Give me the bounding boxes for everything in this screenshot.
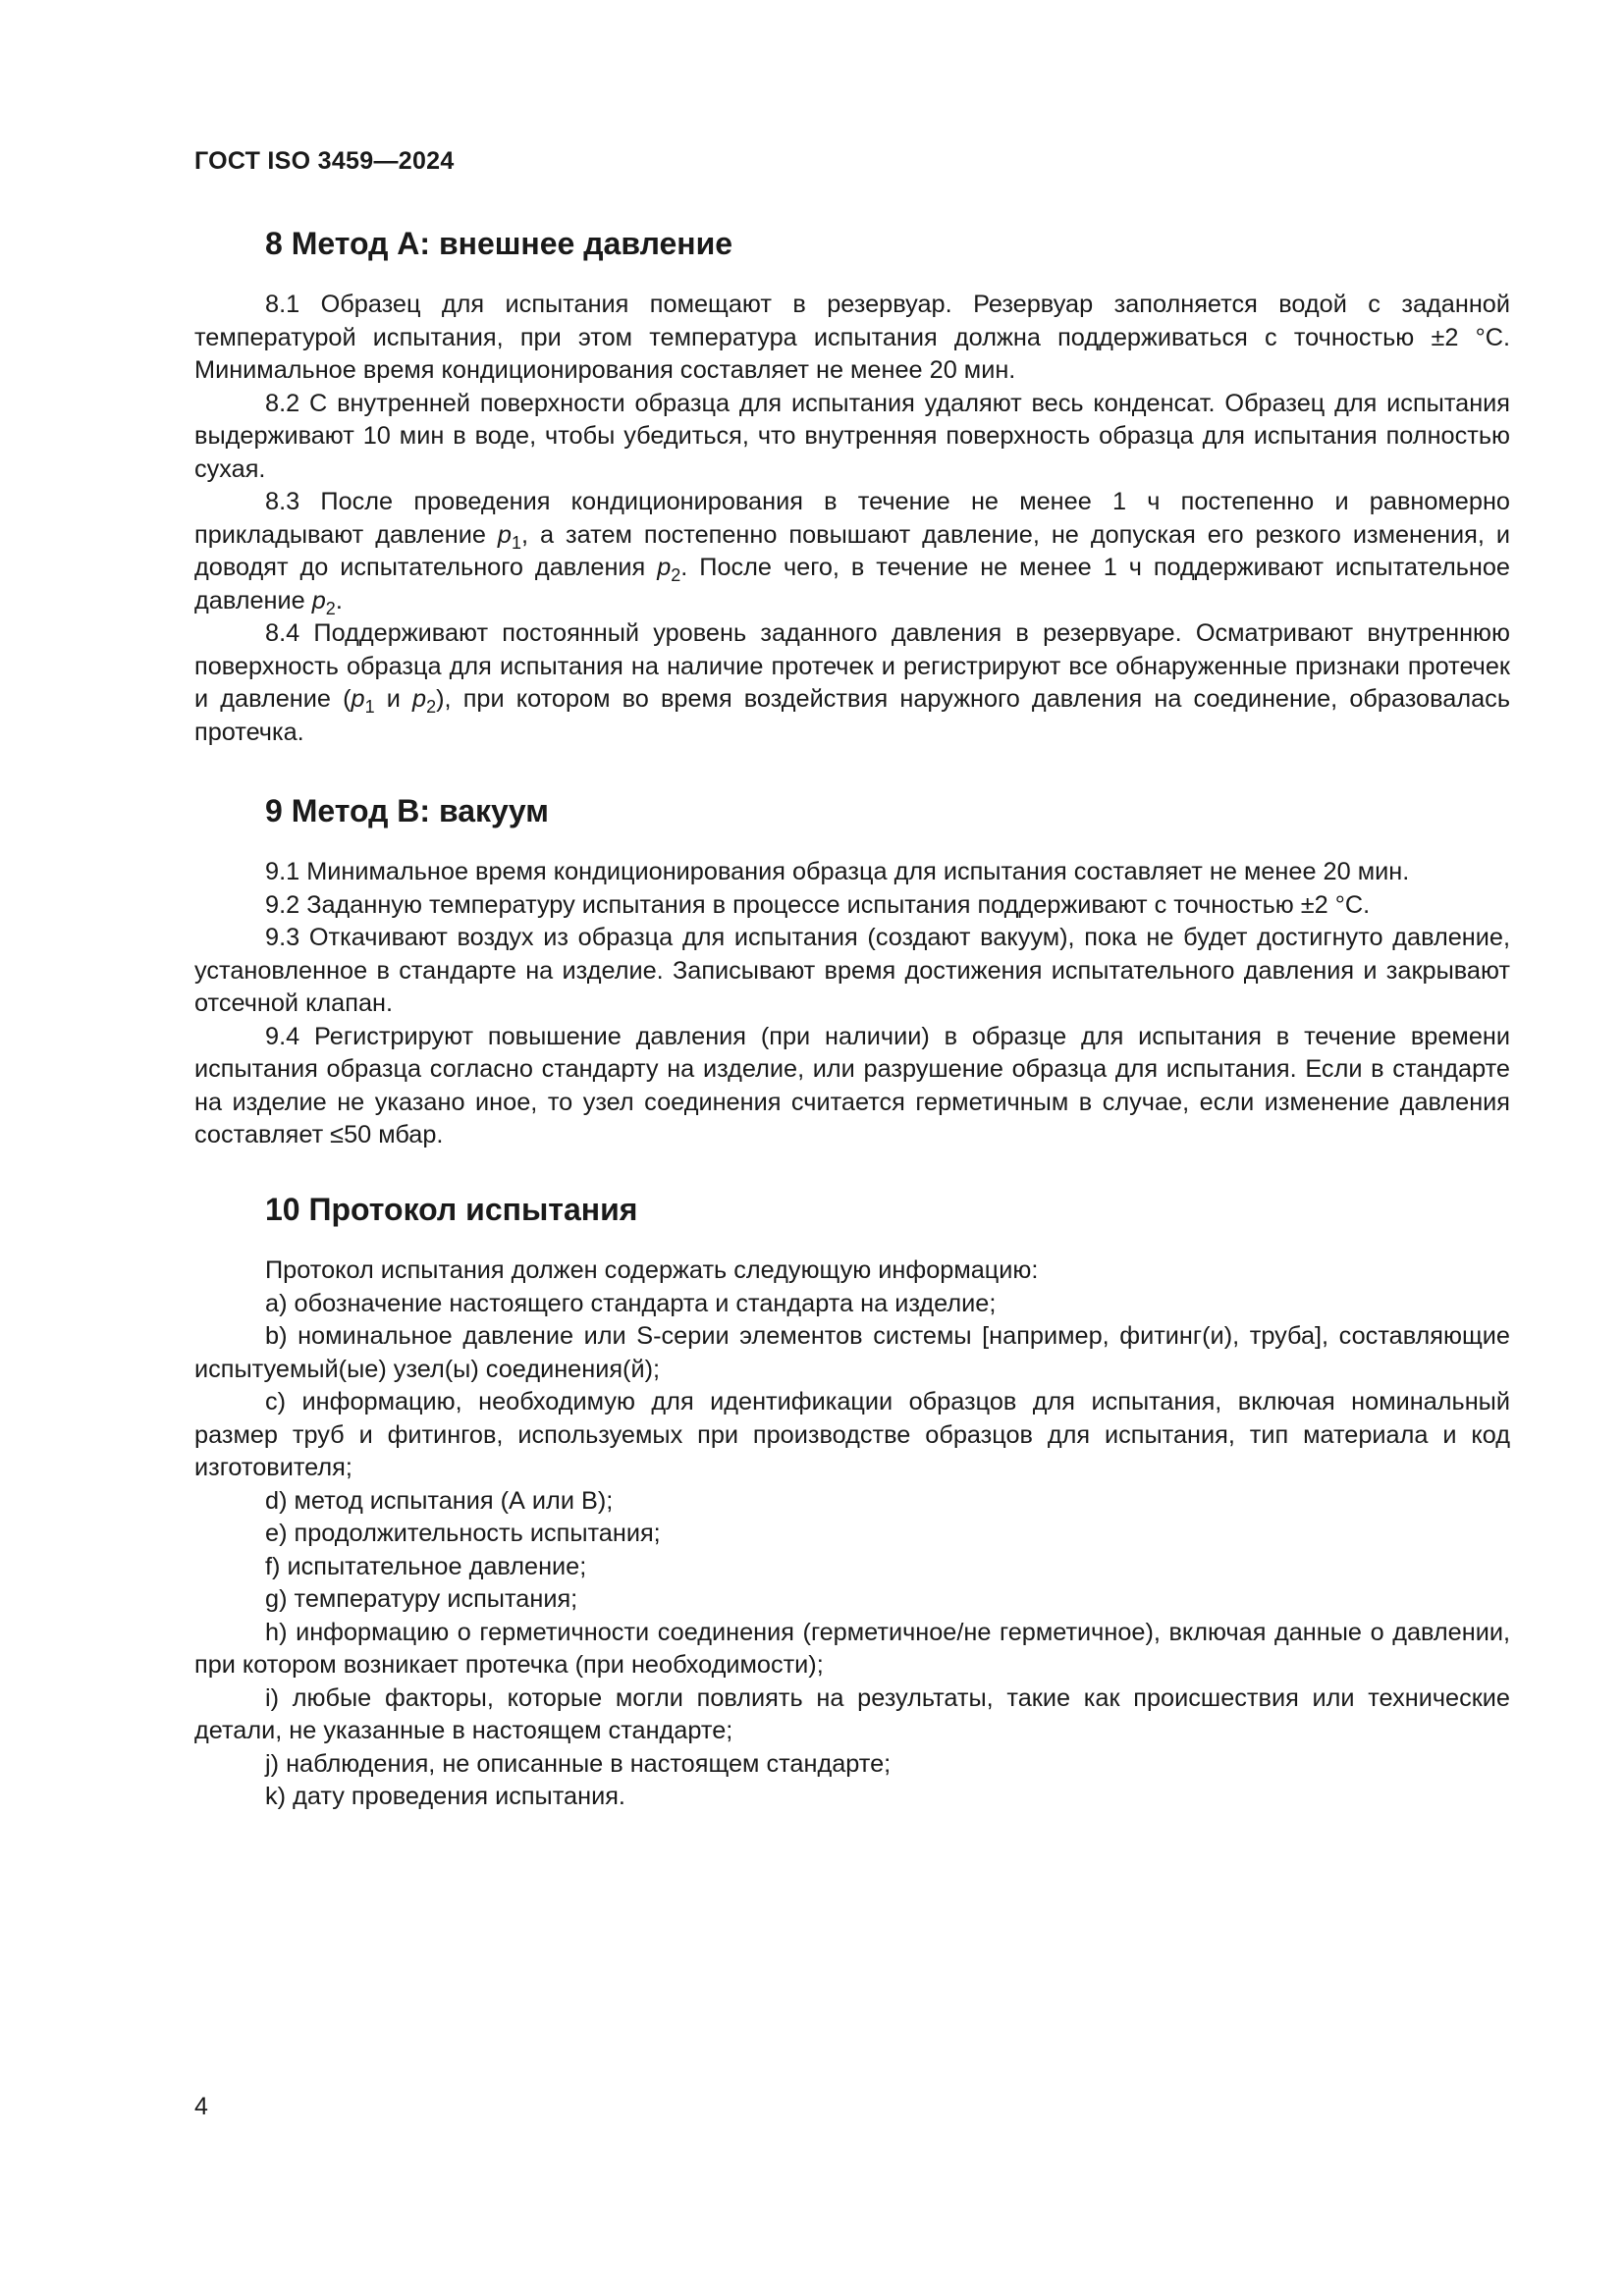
list-item: b) номинальное давление или S-серии элементов системы [например, фитинг(и), труба], составляющие испытуемый(ые) узел(ы) соединения(й); — [194, 1322, 1510, 1383]
paragraph-8-1: 8.1 Образец для испытания помещают в резервуар. Резервуар заполняется водой с заданной температурой испытания, при этом температура испытания должна поддерживаться с точностью ±2 °С. Минимальное время кондиционирования составляет не менее 20 мин. — [194, 291, 1510, 384]
list-item: i) любые факторы, которые могли повлиять на результаты, такие как происшествия или технические детали, не указанные в настоящем стандарте; — [194, 1683, 1510, 1744]
list-item: a) обозначение настоящего стандарта и стандарта на изделие; — [265, 1289, 997, 1317]
list-item: k) дату проведения испытания. — [265, 1783, 625, 1810]
standard-header: ГОСТ ISO 3459—2024 — [194, 147, 455, 175]
list-item: e) продолжительность испытания; — [265, 1520, 661, 1547]
list-item: f) испытательное давление; — [265, 1552, 587, 1580]
paragraph-9-3: 9.3 Откачивают воздух из образца для испытания (создают вакуум), пока не будет достигнуто давление, установленное в стандарте на изделие. Записывают время достижения испытательного давления и закрывают отсечной клапан. — [194, 924, 1510, 1017]
paragraph-9-4: 9.4 Регистрируют повышение давления (при наличии) в образце для испытания в течение времени испытания образца согласно стандарту на изделие, или разрушение образца для испытания. Если в стандарте на изделие не указано иное, то узел соединения считается герметичным в случае, если изменение давления составляет ≤50 мбар. — [194, 1022, 1510, 1148]
paragraph-8-4: 8.4 Поддерживают постоянный уровень заданного давления в резервуаре. Осматривают внутреннюю поверхность образца для испытания на наличие протечек и регистрируют все обнаруженные признаки протечек и давление ($p_1$ и $p_2$), при котором во время воздействия наружного давления на соединение, образовалась протечка. — [194, 619, 1511, 746]
paragraph-9-2: 9.2 Заданную температуру испытания в процессе испытания поддерживают с точностью ±2 °С. — [265, 890, 1371, 919]
page-number: 4 — [194, 2093, 208, 2120]
section-9-title: 9 Метод В: вакуум — [265, 793, 549, 828]
paragraph-8-2: 8.2 С внутренней поверхности образца для испытания удаляют весь конденсат. Образец для испытания выдерживают 10 мин в воде, чтобы убедиться, что внутренняя поверхность образца для испытания полностью сухая. — [194, 389, 1510, 483]
list-item: c) информацию, необходимую для идентификации образцов для испытания, включая номинальный размер труб и фитингов, используемых при производстве образцов для испытания, тип материала и код изготовителя; — [194, 1388, 1510, 1481]
section-8 — [194, 224, 1510, 749]
list-item: h) информацию о герметичности соединения (герметичное/не герметичное), включая данные о давлении, при котором возникает протечка (при необходимости); — [194, 1618, 1510, 1679]
paragraph-8-3: 8.3 После проведения кондиционирования в течение не менее 1 ч постепенно и равномерно прикладывают давление $p_1$, а затем постепенно повышают давление, не допуская его резкого изменения, и доводят до испытательного давления $p_2$. После чего, в течение не менее 1 ч поддерживают испытательное давление $p_2$. — [194, 488, 1510, 618]
section-10 — [194, 1190, 1510, 1814]
list-item: d) метод испытания (А или В); — [265, 1486, 614, 1515]
list-item: j) наблюдения, не описанные в настоящем стандарте; — [265, 1749, 892, 1778]
list-item: g) температуру испытания; — [265, 1585, 578, 1613]
section-10-title: 10 Протокол испытания — [265, 1192, 638, 1227]
protocol-intro: Протокол испытания должен содержать следующую информацию: — [265, 1256, 1039, 1284]
paragraph-9-1: 9.1 Минимальное время кондиционирования образца для испытания составляет не менее 20 мин. — [265, 858, 1410, 885]
section-9 — [194, 791, 1510, 1152]
section-8-title: 8 Метод А: внешнее давление — [265, 226, 733, 261]
